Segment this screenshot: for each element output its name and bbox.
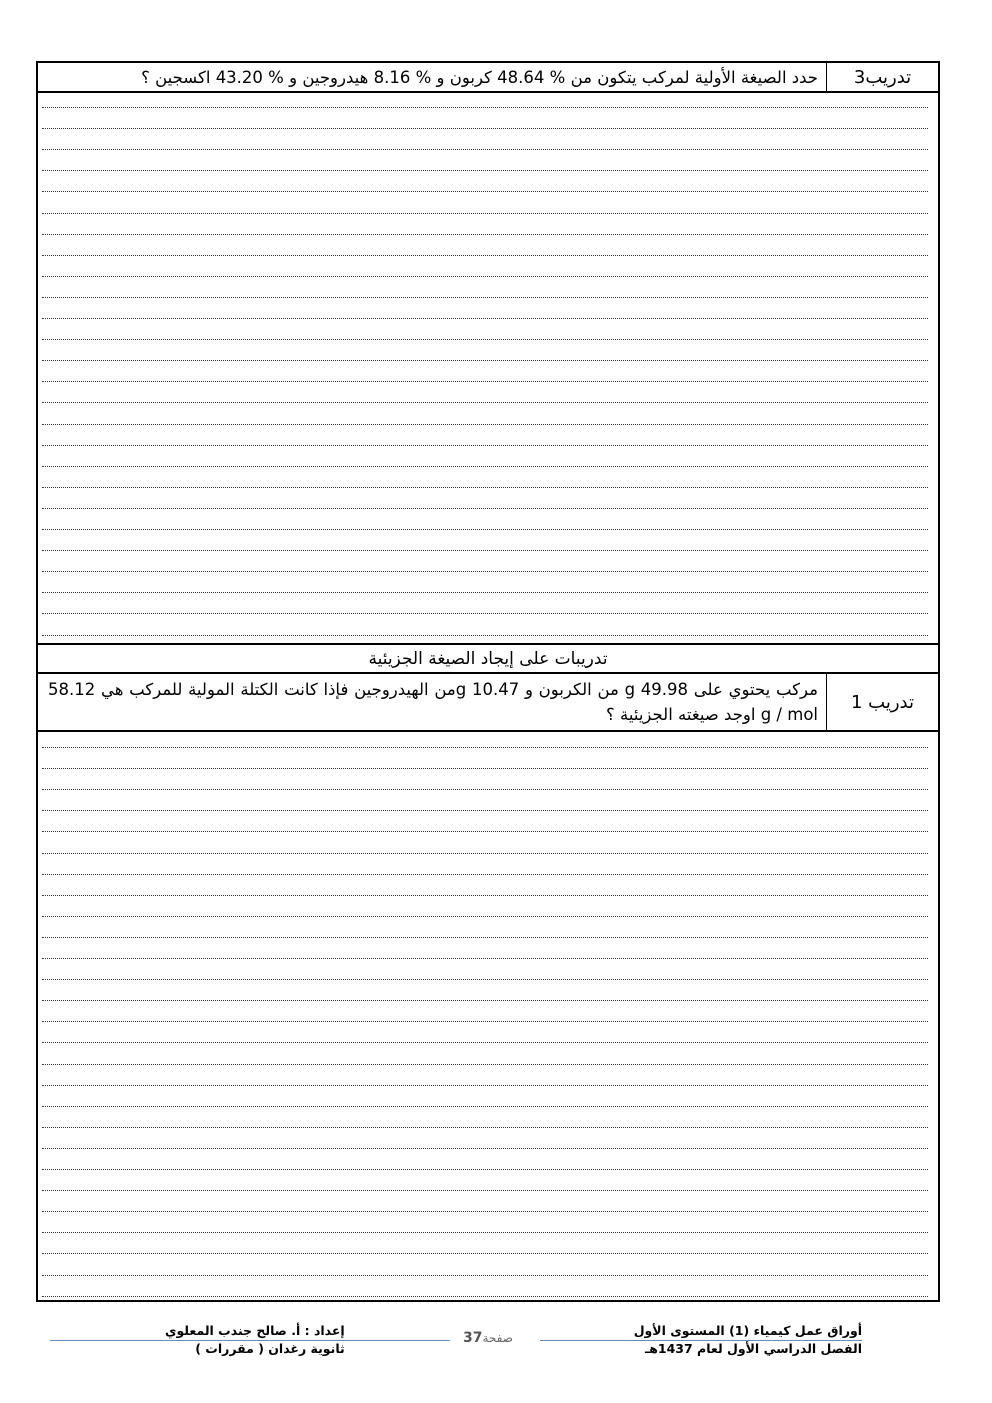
- answer-line[interactable]: [42, 339, 928, 340]
- answer-line[interactable]: [42, 747, 928, 748]
- answer-line[interactable]: [42, 191, 928, 192]
- answer-line[interactable]: [42, 958, 928, 959]
- answer-line[interactable]: [42, 234, 928, 235]
- answer-line[interactable]: [42, 170, 928, 171]
- exercise-1-answer-lines[interactable]: [38, 732, 938, 1300]
- answer-line[interactable]: [42, 571, 928, 572]
- answer-line[interactable]: [42, 1064, 928, 1065]
- exercise-1-row: [38, 674, 938, 732]
- answer-line[interactable]: [42, 381, 928, 382]
- answer-line[interactable]: [42, 276, 928, 277]
- answer-line[interactable]: [42, 1021, 928, 1022]
- answer-line[interactable]: [42, 107, 928, 108]
- answer-line[interactable]: [42, 1169, 928, 1170]
- section-title-row: [38, 645, 938, 674]
- answer-line[interactable]: [42, 424, 928, 425]
- answer-line[interactable]: [42, 128, 928, 129]
- answer-line[interactable]: [42, 1211, 928, 1212]
- answer-line[interactable]: [42, 592, 928, 593]
- answer-line[interactable]: [42, 1275, 928, 1276]
- answer-line[interactable]: [42, 487, 928, 488]
- answer-line[interactable]: [42, 149, 928, 150]
- footer-rule-right: [540, 1340, 862, 1341]
- page-footer: [0, 1318, 992, 1378]
- exercise-1-label: تدريب 1: [826, 674, 938, 730]
- answer-line[interactable]: [42, 1085, 928, 1086]
- answer-line[interactable]: [42, 1190, 928, 1191]
- answer-line[interactable]: [42, 550, 928, 551]
- answer-line[interactable]: [42, 466, 928, 467]
- answer-line[interactable]: [42, 810, 928, 811]
- answer-line[interactable]: [42, 508, 928, 509]
- answer-line[interactable]: [42, 318, 928, 319]
- footer-school: ثانوية رغدان ( مقررات ): [195, 1341, 345, 1356]
- answer-line[interactable]: [42, 1127, 928, 1128]
- answer-line[interactable]: [42, 1106, 928, 1107]
- answer-line[interactable]: [42, 613, 928, 614]
- exercise-3-label: تدريب3: [826, 63, 938, 91]
- exercise-3-question: حدد الصيغة الأولية لمركب يتكون من % 48.64 كربون و % 8.16 هيدروجين و % 43.20 اكسجين ؟: [141, 68, 818, 87]
- answer-line[interactable]: [42, 529, 928, 530]
- footer-term: الفصل الدراسي الأول لعام 1437هـ: [644, 1341, 862, 1356]
- exercise-3-row: [38, 63, 938, 93]
- answer-line[interactable]: [42, 1042, 928, 1043]
- answer-line[interactable]: [42, 853, 928, 854]
- answer-line[interactable]: [42, 635, 928, 636]
- section-title: تدريبات على إيجاد الصيغة الجزيئية: [368, 648, 608, 669]
- answer-line[interactable]: [42, 297, 928, 298]
- exercise-1-question: مركب يحتوي على 49.98 g من الكربون و 10.47 gمن الهيدروجين فإذا كانت الكتلة المولية للمركب هي 58.12 g / mol اوجد صيغته الجزيئية ؟: [48, 680, 818, 724]
- answer-line[interactable]: [42, 445, 928, 446]
- answer-line[interactable]: [42, 874, 928, 875]
- answer-line[interactable]: [42, 255, 928, 256]
- answer-line[interactable]: [42, 213, 928, 214]
- answer-line[interactable]: [42, 1232, 928, 1233]
- answer-line[interactable]: [42, 1253, 928, 1254]
- answer-line[interactable]: [42, 831, 928, 832]
- answer-line[interactable]: [42, 360, 928, 361]
- answer-line[interactable]: [42, 895, 928, 896]
- footer-author: إعداد : أ. صالح جندب المعلوي: [165, 1323, 345, 1338]
- footer-title: أوراق عمل كيمياء (1) المستوى الأول: [633, 1323, 862, 1338]
- page-label: صفحة: [482, 1331, 513, 1345]
- answer-line[interactable]: [42, 979, 928, 980]
- answer-line[interactable]: [42, 402, 928, 403]
- page-number: 37: [463, 1330, 483, 1346]
- answer-line[interactable]: [42, 768, 928, 769]
- answer-line[interactable]: [42, 1148, 928, 1149]
- exercise-3-answer-lines[interactable]: [38, 93, 938, 645]
- footer-author-info: [165, 1322, 345, 1358]
- answer-line[interactable]: [42, 1000, 928, 1001]
- answer-line[interactable]: [42, 1296, 928, 1297]
- footer-page-number: [463, 1330, 513, 1346]
- answer-line[interactable]: [42, 789, 928, 790]
- answer-line[interactable]: [42, 916, 928, 917]
- worksheet-frame: [36, 61, 940, 1302]
- answer-line[interactable]: [42, 937, 928, 938]
